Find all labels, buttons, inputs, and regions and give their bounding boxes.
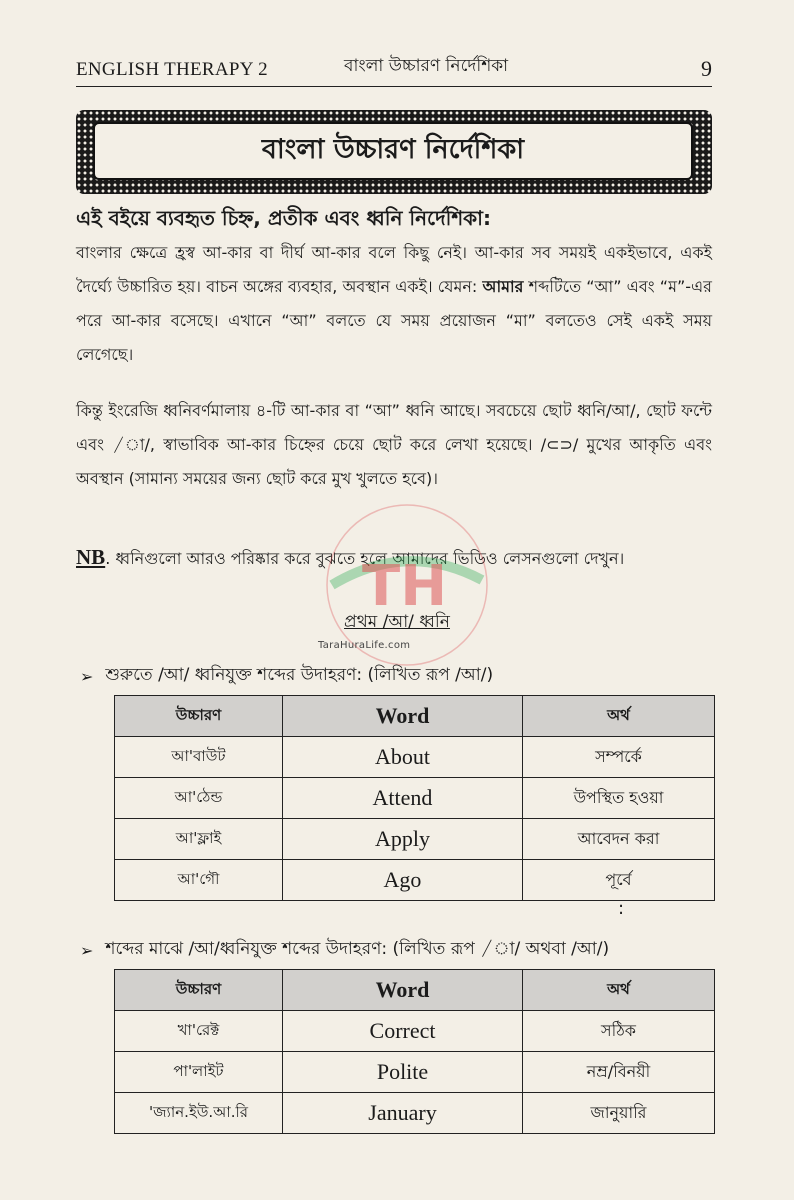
cell-pronunciation: আ'বাউট xyxy=(115,737,283,778)
header-word: Word xyxy=(283,970,523,1011)
example-table-2 xyxy=(114,969,715,1134)
table-row xyxy=(115,778,715,819)
section-heading: প্রথম /আ/ ধ্বনি xyxy=(344,612,450,632)
running-header xyxy=(76,52,712,87)
arrow-bullet-icon: ➢ xyxy=(80,666,94,686)
header-pronunciation: উচ্চারণ xyxy=(115,970,283,1011)
paragraph-1-text-b: শব্দটিতে “আ” এবং “ম”-এর পরে আ-কার বসেছে। এখানে “আ” বলতে যে সময় প্রয়োজন “মা” বলতেও সেই একই সময় লেগেছে। xyxy=(76,277,712,364)
example-table-1 xyxy=(114,695,715,901)
cell-meaning: জানুয়ারি xyxy=(523,1093,715,1134)
cell-pronunciation: আ'ঠেন্ড xyxy=(115,778,283,819)
book-title: ENGLISH THERAPY 2 xyxy=(76,59,268,80)
list-item-1-text: শুরুতে /আ/ ধ্বনিযুক্ত শব্দের উদাহরণ: (লিখিত রূপ /আ/) xyxy=(105,665,494,685)
watermark-logo-text: TH xyxy=(362,554,448,619)
arrow-bullet-icon: ➢ xyxy=(80,940,94,960)
table-header-row xyxy=(115,696,715,737)
cell-meaning: উপস্থিত হওয়া xyxy=(523,778,715,819)
cell-word: January xyxy=(283,1093,523,1134)
page-number: 9 xyxy=(701,56,712,81)
cell-word: Correct xyxy=(283,1011,523,1052)
list-item-2-text: শব্দের মাঝে /আ/ধ্বনিযুক্ত শব্দের উদাহরণ: (লিখিত রূপ /া/ অথবা /আ/) xyxy=(105,939,610,959)
table-row xyxy=(115,1093,715,1134)
header-meaning: অর্থ xyxy=(523,696,715,737)
cell-pronunciation: আ'গৌ xyxy=(115,860,283,901)
header-meaning: অর্থ xyxy=(523,970,715,1011)
header-pronunciation: উচ্চারণ xyxy=(115,696,283,737)
header-word: Word xyxy=(283,696,523,737)
cell-word: Apply xyxy=(283,819,523,860)
cell-meaning: নম্র/বিনয়ী xyxy=(523,1052,715,1093)
cell-meaning: পূর্বে xyxy=(523,860,715,901)
table-row xyxy=(115,737,715,778)
nb-label: NB xyxy=(76,545,106,569)
cell-word: Polite xyxy=(283,1052,523,1093)
table-row xyxy=(115,860,715,901)
continuation-mark: : xyxy=(618,898,625,919)
paragraph-1-text-a: বাংলার ক্ষেত্রে হ্রস্ব আ-কার বা দীর্ঘ আ-কার বলে কিছু নেই। আ-কার সব সময়ই একইভাবে, একই দৈর্ঘ্যে উচ্চারিত হয়। বাচন অঙ্গের ব্যবহার, অবস্থান একই। যেমন: xyxy=(76,243,712,296)
cell-pronunciation: আ'ফ্লাই xyxy=(115,819,283,860)
cell-pronunciation: 'জ্যান.ইউ.আ.রি xyxy=(115,1093,283,1134)
cell-pronunciation: পা'লাইট xyxy=(115,1052,283,1093)
table-row xyxy=(115,819,715,860)
running-title: বাংলা উচ্চারণ নির্দেশিকা xyxy=(344,56,509,76)
cell-word: Attend xyxy=(283,778,523,819)
cell-meaning: সম্পর্কে xyxy=(523,737,715,778)
cell-word: Ago xyxy=(283,860,523,901)
paragraph-1-bold-word: আমার xyxy=(482,277,524,296)
cell-pronunciation: খা'রেক্ট xyxy=(115,1011,283,1052)
paragraph-2: কিন্তু ইংরেজি ধ্বনিবর্ণমালায় ৪-টি আ-কার বা “আ” ধ্বনি আছে। সবচেয়ে ছোট ধ্বনি/আ/, ছোট ফন্টে এবং /া/, স্বাভাবিক আ-কার চিহ্নের চেয়ে ছোট করে লেখা হয়েছে। /⊂⊃/ মুখের আকৃতি এবং অবস্থান (সামান্য সময়ের জন্য ছোট করে মুখ খুলতে হবে)। xyxy=(76,401,712,488)
cell-meaning: আবেদন করা xyxy=(523,819,715,860)
paragraph-1 xyxy=(76,236,712,372)
table-row xyxy=(115,1011,715,1052)
watermark-text: TaraHuraLife.com xyxy=(318,640,411,651)
list-item-2 xyxy=(80,936,609,964)
nb-text: . ধ্বনিগুলো আরও পরিষ্কার করে বুঝতে হলে আমাদের ভিডিও লেসনগুলো দেখুন। xyxy=(105,549,625,568)
table-row xyxy=(115,1052,715,1093)
table-header-row xyxy=(115,970,715,1011)
page-title: বাংলা উচ্চারণ নির্দেশিকা xyxy=(261,133,525,165)
cell-word: About xyxy=(283,737,523,778)
section-subtitle: এই বইয়ে ব্যবহৃত চিহ্ন, প্রতীক এবং ধ্বনি নির্দেশিকা: xyxy=(76,206,491,230)
list-item-1 xyxy=(80,662,493,690)
title-box xyxy=(93,122,693,180)
cell-meaning: সঠিক xyxy=(523,1011,715,1052)
